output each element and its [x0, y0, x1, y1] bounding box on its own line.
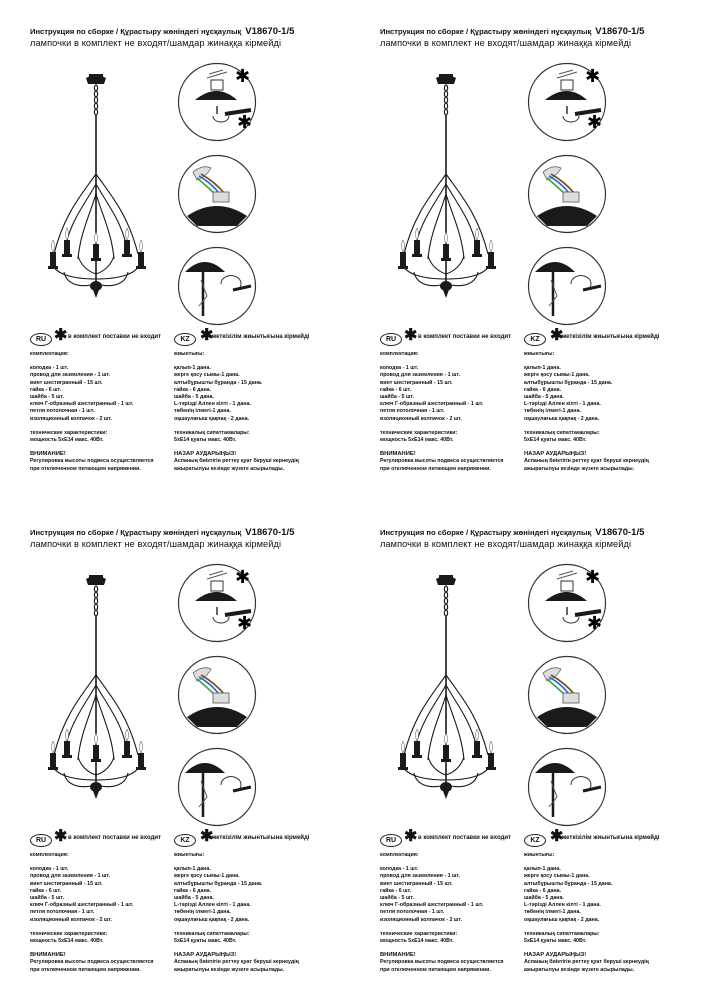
legend-kz — [524, 828, 707, 848]
kz-kit-heading: жиынтығы: — [524, 351, 555, 357]
page-title: Инструкция по сборке / Құрастыру жөніндегі нұсқаулық V18670-1/5 — [380, 26, 645, 37]
kz-warning-heading: НАЗАР АУДАРЫҢЫЗ! — [524, 451, 587, 458]
list-item: алтыбұрышты бұранда - 15 дана. — [174, 379, 263, 386]
svg-text:✱: ✱ — [587, 112, 603, 133]
kz-warning-text: Аспаның биіктігін реттеу қуат беруші кернеудің — [524, 959, 649, 966]
kz-tech-value: 5xE14 қуаты макс. 40Вт. — [524, 437, 587, 444]
kz-kit-heading: жиынтығы: — [174, 852, 205, 858]
legend-ru-text: в комплект поставки не входит — [418, 835, 511, 841]
ru-warning-heading: ВНИМАНИЕ! — [30, 952, 66, 959]
list-item: L-тәрізді Аллен кілті - 1 дана. — [524, 401, 601, 408]
list-item: ключ Г-образный шестигранный - 1 шт. — [380, 902, 484, 909]
svg-text:✱: ✱ — [235, 66, 251, 87]
list-item: винт шестигранный - 15 шт. — [380, 379, 453, 386]
list-item: петля потолочная - 1 шт. — [30, 408, 95, 415]
step2-wiring-illustration — [177, 655, 257, 735]
list-item: алтыбұрышты бұранда - 15 дана. — [524, 379, 613, 386]
list-item: петля потолочная - 1 шт. — [380, 909, 445, 916]
list-item: L-тәрізді Аллен кілті - 1 дана. — [174, 401, 251, 408]
list-item: гайка - 6 шт. — [380, 887, 412, 894]
list-item: провод для заземления - 1 шт. — [380, 372, 461, 379]
list-item: гайка - 6 дана. — [524, 887, 562, 894]
kz-warning-text: ажыратылуы кезінде жүзеге асырылады. — [524, 465, 635, 472]
svg-text:✱: ✱ — [585, 66, 601, 87]
list-item: колодка - 1 шт. — [30, 866, 69, 873]
list-item: қалып-1 дана. — [174, 365, 211, 372]
list-item: гайка - 6 шт. — [380, 386, 412, 393]
svg-text:✱: ✱ — [587, 613, 603, 634]
model-number: V18670-1/5 — [595, 527, 645, 538]
list-item: қалып-1 дана. — [174, 866, 211, 873]
step3-assembly-illustration — [177, 747, 257, 827]
legend-ru-text: в комплект поставки не входит — [68, 334, 161, 340]
list-item: изоляционный колпачок - 2 шт. — [380, 916, 462, 923]
svg-text:✱: ✱ — [235, 567, 251, 588]
instruction-panel-top-right — [380, 26, 707, 506]
list-item: провод для заземления - 1 шт. — [30, 372, 111, 379]
ru-warning-text: Регулировка высоты подвеса осуществляется — [380, 458, 504, 465]
kz-column — [524, 852, 649, 974]
list-item: шайба - 5 шт. — [380, 895, 414, 902]
ru-warning-heading: ВНИМАНИЕ! — [380, 451, 416, 458]
list-item: шайба - 5 шт. — [380, 394, 414, 401]
ru-warning-text: Регулировка высоты подвеса осуществляется — [30, 458, 154, 465]
kz-tech-heading: техникалық сипаттамалары: — [524, 930, 600, 937]
step2-wiring-illustration — [177, 154, 257, 234]
list-item: колодка - 1 шт. — [380, 365, 419, 372]
list-item: винт шестигранный - 15 шт. — [30, 880, 103, 887]
legend-kz-text: жеткізілім жиынтығына кірмейді — [212, 835, 310, 841]
step1-canopy-illustration — [527, 62, 607, 142]
list-item: провод для заземления - 1 шт. — [380, 873, 461, 880]
svg-text:✱: ✱ — [585, 567, 601, 588]
list-item: винт шестигранный - 15 шт. — [30, 379, 103, 386]
kz-column — [524, 351, 649, 473]
ru-warning-text: при отключенном питающем напряжении. — [30, 465, 141, 472]
kz-kit-heading: жиынтығы: — [524, 852, 555, 858]
page-title: Инструкция по сборке / Құрастыру жөніндегі нұсқаулық V18670-1/5 — [30, 527, 295, 538]
ru-column — [380, 351, 504, 473]
step3-assembly-illustration — [527, 747, 607, 827]
svg-text:✱: ✱ — [237, 112, 253, 133]
list-item: оқшаулағыш қақпақ - 2 дана. — [174, 415, 250, 422]
kz-kit-heading: жиынтығы: — [174, 351, 205, 357]
list-item: төбенің ілмегі-1 дана. — [174, 909, 231, 916]
chandelier-illustration — [42, 575, 152, 805]
ru-badge: RU — [30, 834, 52, 847]
ru-tech-value: мощность 5xE14 макс. 40Вт. — [30, 938, 104, 945]
list-item: шайба - 5 дана. — [524, 895, 564, 902]
ru-tech-heading: технические характеристики: — [380, 930, 458, 937]
kz-badge: KZ — [524, 333, 546, 346]
asterisk-icon: ✱ — [54, 327, 68, 344]
list-item: қалып-1 дана. — [524, 866, 561, 873]
legend-ru — [30, 828, 195, 848]
list-item: алтыбұрышты бұранда - 15 дана. — [174, 880, 263, 887]
ru-warning-heading: ВНИМАНИЕ! — [30, 451, 66, 458]
list-item: шайба - 5 дана. — [174, 394, 214, 401]
list-item: төбенің ілмегі-1 дана. — [524, 909, 581, 916]
legend-kz-text: жеткізілім жиынтығына кірмейді — [562, 835, 660, 841]
svg-text:✱: ✱ — [237, 613, 253, 634]
kz-column — [174, 852, 299, 974]
page-title: Инструкция по сборке / Құрастыру жөніндегі нұсқаулық V18670-1/5 — [30, 26, 295, 37]
list-item: қалып-1 дана. — [524, 365, 561, 372]
list-item: жерге қосу сымы-1 дана. — [174, 372, 240, 379]
bulbs-note: лампочки в комплект не входят/шамдар жинаққа кірмейді — [380, 38, 632, 48]
kz-tech-value: 5xE14 қуаты макс. 40Вт. — [174, 437, 237, 444]
list-item: гайка - 6 шт. — [30, 386, 62, 393]
ru-kit-heading: комплектация: — [30, 852, 69, 858]
list-item: шайба - 5 шт. — [30, 895, 64, 902]
list-item: гайка - 6 шт. — [30, 887, 62, 894]
list-item: изоляционный колпачок - 2 шт. — [380, 415, 462, 422]
ru-warning-heading: ВНИМАНИЕ! — [380, 952, 416, 959]
asterisk-icon: ✱ — [200, 828, 214, 845]
list-item: жерге қосу сымы-1 дана. — [174, 873, 240, 880]
kz-warning-text: Аспаның биіктігін реттеу қуат беруші кернеудің — [174, 959, 299, 966]
legend-ru — [30, 327, 195, 347]
list-item: жерге қосу сымы-1 дана. — [524, 873, 590, 880]
asterisk-icon: ✱ — [550, 327, 564, 344]
list-item: оқшаулағыш қақпақ - 2 дана. — [524, 415, 600, 422]
list-item: гайка - 6 дана. — [524, 386, 562, 393]
list-item: ключ Г-образный шестигранный - 1 шт. — [30, 401, 134, 408]
list-item: ключ Г-образный шестигранный - 1 шт. — [380, 401, 484, 408]
list-item: изоляционный колпачок - 2 шт. — [30, 916, 112, 923]
ru-warning-text: Регулировка высоты подвеса осуществляется — [380, 959, 504, 966]
kz-warning-heading: НАЗАР АУДАРЫҢЫЗ! — [524, 952, 587, 959]
kz-badge: KZ — [174, 834, 196, 847]
kz-tech-heading: техникалық сипаттамалары: — [174, 429, 250, 436]
ru-kit-heading: комплектация: — [380, 852, 419, 858]
kz-warning-heading: НАЗАР АУДАРЫҢЫЗ! — [174, 451, 237, 458]
list-item: төбенің ілмегі-1 дана. — [524, 408, 581, 415]
instruction-panel-top-left — [30, 26, 360, 506]
kz-badge: KZ — [174, 333, 196, 346]
instruction-panel-bottom-right — [380, 527, 707, 1007]
ru-tech-heading: технические характеристики: — [30, 429, 108, 436]
list-item: шайба - 5 дана. — [174, 895, 214, 902]
list-item: винт шестигранный - 15 шт. — [380, 880, 453, 887]
instruction-panel-bottom-left — [30, 527, 360, 1007]
list-item: оқшаулағыш қақпақ - 2 дана. — [174, 916, 250, 923]
ru-tech-value: мощность 5xE14 макс. 40Вт. — [380, 938, 454, 945]
kz-warning-text: Аспаның биіктігін реттеу қуат беруші кернеудің — [174, 458, 299, 465]
ru-column — [380, 852, 504, 974]
step1-canopy-illustration — [527, 563, 607, 643]
kz-column — [174, 351, 299, 473]
page-title: Инструкция по сборке / Құрастыру жөніндегі нұсқаулық V18670-1/5 — [380, 527, 645, 538]
ru-tech-heading: технические характеристики: — [30, 930, 108, 937]
list-item: колодка - 1 шт. — [380, 866, 419, 873]
list-item: провод для заземления - 1 шт. — [30, 873, 111, 880]
kz-tech-heading: техникалық сипаттамалары: — [524, 429, 600, 436]
bulbs-note: лампочки в комплект не входят/шамдар жинаққа кірмейді — [30, 539, 282, 549]
legend-kz-text: жеткізілім жиынтығына кірмейді — [212, 334, 310, 340]
chandelier-illustration — [392, 74, 502, 304]
bulbs-note: лампочки в комплект не входят/шамдар жинаққа кірмейді — [380, 539, 632, 549]
asterisk-icon: ✱ — [404, 327, 418, 344]
list-item: гайка - 6 дана. — [174, 887, 212, 894]
chandelier-illustration — [42, 74, 152, 304]
kz-warning-text: ажыратылуы кезінде жүзеге асырылады. — [174, 966, 285, 973]
legend-ru-text: в комплект поставки не входит — [68, 835, 161, 841]
asterisk-icon: ✱ — [200, 327, 214, 344]
list-item: ключ Г-образный шестигранный - 1 шт. — [30, 902, 134, 909]
ru-warning-text: Регулировка высоты подвеса осуществляется — [30, 959, 154, 966]
ru-badge: RU — [30, 333, 52, 346]
ru-badge: RU — [380, 834, 402, 847]
model-number: V18670-1/5 — [595, 26, 645, 37]
ru-warning-text: при отключенном питающем напряжении. — [30, 966, 141, 973]
asterisk-icon: ✱ — [54, 828, 68, 845]
list-item: оқшаулағыш қақпақ - 2 дана. — [524, 916, 600, 923]
legend-ru — [380, 327, 545, 347]
kz-badge: KZ — [524, 834, 546, 847]
step3-assembly-illustration — [527, 246, 607, 326]
ru-tech-value: мощность 5xE14 макс. 40Вт. — [380, 437, 454, 444]
ru-tech-value: мощность 5xE14 макс. 40Вт. — [30, 437, 104, 444]
kz-warning-text: ажыратылуы кезінде жүзеге асырылады. — [174, 465, 285, 472]
step2-wiring-illustration — [527, 154, 607, 234]
list-item: L-тәрізді Аллен кілті - 1 дана. — [524, 902, 601, 909]
kz-tech-value: 5xE14 қуаты макс. 40Вт. — [174, 938, 237, 945]
legend-kz — [174, 327, 364, 347]
kz-warning-text: ажыратылуы кезінде жүзеге асырылады. — [524, 966, 635, 973]
kz-warning-heading: НАЗАР АУДАРЫҢЫЗ! — [174, 952, 237, 959]
list-item: петля потолочная - 1 шт. — [380, 408, 445, 415]
step1-canopy-illustration — [177, 62, 257, 142]
list-item: алтыбұрышты бұранда - 15 дана. — [524, 880, 613, 887]
list-item: шайба - 5 дана. — [524, 394, 564, 401]
list-item: колодка - 1 шт. — [30, 365, 69, 372]
step3-assembly-illustration — [177, 246, 257, 326]
bulbs-note: лампочки в комплект не входят/шамдар жинаққа кірмейді — [30, 38, 282, 48]
legend-kz-text: жеткізілім жиынтығына кірмейді — [562, 334, 660, 340]
kz-tech-value: 5xE14 қуаты макс. 40Вт. — [524, 938, 587, 945]
chandelier-illustration — [392, 575, 502, 805]
ru-tech-heading: технические характеристики: — [380, 429, 458, 436]
ru-kit-heading: комплектация: — [30, 351, 69, 357]
step1-canopy-illustration — [177, 563, 257, 643]
ru-warning-text: при отключенном питающем напряжении. — [380, 966, 491, 973]
step2-wiring-illustration — [527, 655, 607, 735]
model-number: V18670-1/5 — [245, 26, 295, 37]
list-item: төбенің ілмегі-1 дана. — [174, 408, 231, 415]
model-number: V18670-1/5 — [245, 527, 295, 538]
ru-column — [30, 852, 154, 974]
list-item: гайка - 6 дана. — [174, 386, 212, 393]
ru-badge: RU — [380, 333, 402, 346]
kz-warning-text: Аспаның биіктігін реттеу қуат беруші кернеудің — [524, 458, 649, 465]
list-item: изоляционный колпачок - 2 шт. — [30, 415, 112, 422]
asterisk-icon: ✱ — [550, 828, 564, 845]
kz-tech-heading: техникалық сипаттамалары: — [174, 930, 250, 937]
list-item: шайба - 5 шт. — [30, 394, 64, 401]
ru-column — [30, 351, 154, 473]
legend-ru-text: в комплект поставки не входит — [418, 334, 511, 340]
list-item: жерге қосу сымы-1 дана. — [524, 372, 590, 379]
legend-kz — [524, 327, 707, 347]
list-item: L-тәрізді Аллен кілті - 1 дана. — [174, 902, 251, 909]
legend-ru — [380, 828, 545, 848]
ru-kit-heading: комплектация: — [380, 351, 419, 357]
ru-warning-text: при отключенном питающем напряжении. — [380, 465, 491, 472]
legend-kz — [174, 828, 364, 848]
asterisk-icon: ✱ — [404, 828, 418, 845]
list-item: петля потолочная - 1 шт. — [30, 909, 95, 916]
